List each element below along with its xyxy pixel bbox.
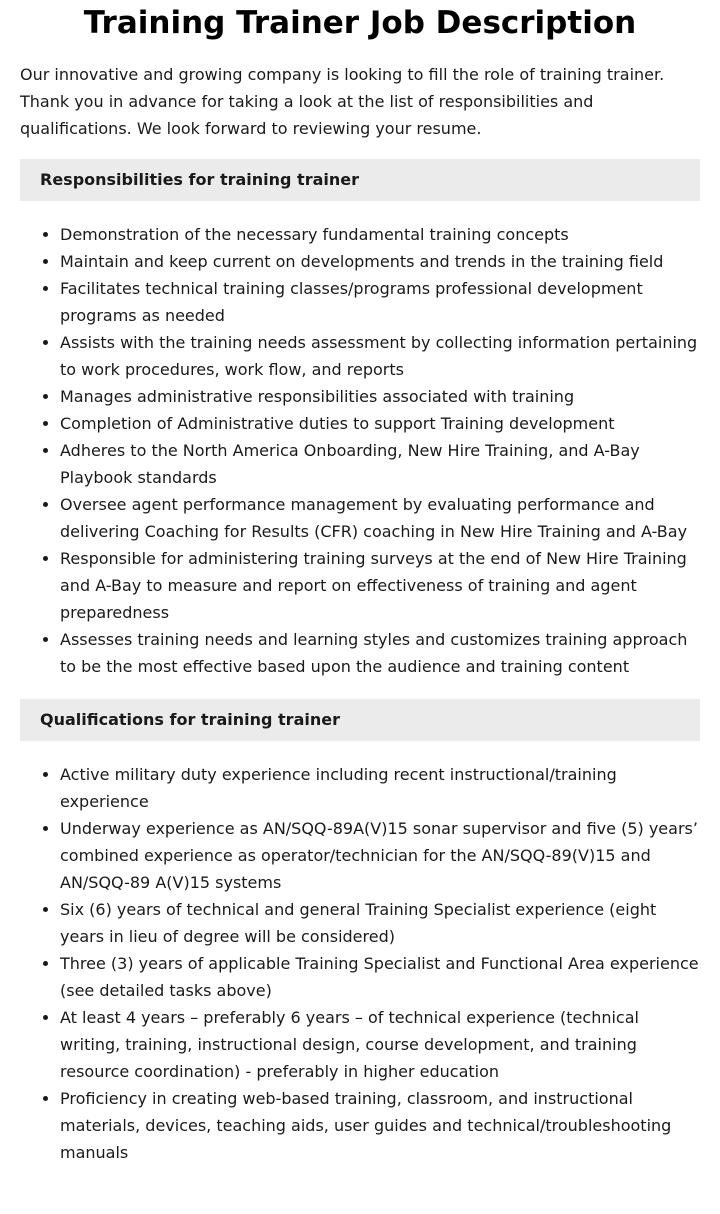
- list-item: • Six (6) years of technical and general Training Specialist experience (eight years in lieu of degree will be considered): [60, 896, 700, 950]
- responsibilities-list: [20, 221, 700, 680]
- list-item: • Completion of Administrative duties to support Training development: [60, 410, 700, 437]
- responsibilities-heading: Responsibilities for training trainer: [20, 159, 700, 201]
- list-item: • Responsible for administering training surveys at the end of New Hire Training and A-Bay to measure and report on effectiveness of training and agent preparedness: [60, 545, 700, 626]
- list-item: • Manages administrative responsibilities associated with training: [60, 383, 700, 410]
- list-item: • Oversee agent performance management by evaluating performance and delivering Coaching for Results (CFR) coaching in New Hire Training and A-Bay: [60, 491, 700, 545]
- list-item: • Assists with the training needs assessment by collecting information pertaining to work procedures, work flow, and reports: [60, 329, 700, 383]
- list-item: • At least 4 years – preferably 6 years – of technical experience (technical writing, training, instructional design, course development, and training resource coordination) - preferably in higher education: [60, 1004, 700, 1085]
- list-item: • Underway experience as AN/SQQ-89A(V)15 sonar supervisor and five (5) years’ combined experience as operator/technician for the AN/SQQ-89(V)15 and AN/SQQ-89 A(V)15 systems: [60, 815, 700, 896]
- intro-paragraph: Our innovative and growing company is looking to fill the role of training trainer. Thank you in advance for taking a look at the list of responsibilities and qualifications. We look forward to reviewing your resume.: [20, 65, 665, 138]
- qualifications-heading: Qualifications for training trainer: [20, 699, 700, 741]
- list-item: • Demonstration of the necessary fundamental training concepts: [60, 221, 700, 248]
- qualifications-list: [20, 761, 700, 1166]
- list-item: • Three (3) years of applicable Training Specialist and Functional Area experience (see detailed tasks above): [60, 950, 700, 1004]
- list-item: • Active military duty experience including recent instructional/training experience: [60, 761, 700, 815]
- list-item: • Facilitates technical training classes/programs professional development programs as needed: [60, 275, 700, 329]
- list-item: • Maintain and keep current on developments and trends in the training field: [60, 248, 700, 275]
- list-item: • Adheres to the North America Onboarding, New Hire Training, and A-Bay Playbook standards: [60, 437, 700, 491]
- list-item: • Proficiency in creating web-based training, classroom, and instructional materials, devices, teaching aids, user guides and technical/troubleshooting manuals: [60, 1085, 700, 1166]
- page-title: Training Trainer Job Description: [83, 5, 637, 41]
- list-item: • Assesses training needs and learning styles and customizes training approach to be the most effective based upon the audience and training content: [60, 626, 700, 680]
